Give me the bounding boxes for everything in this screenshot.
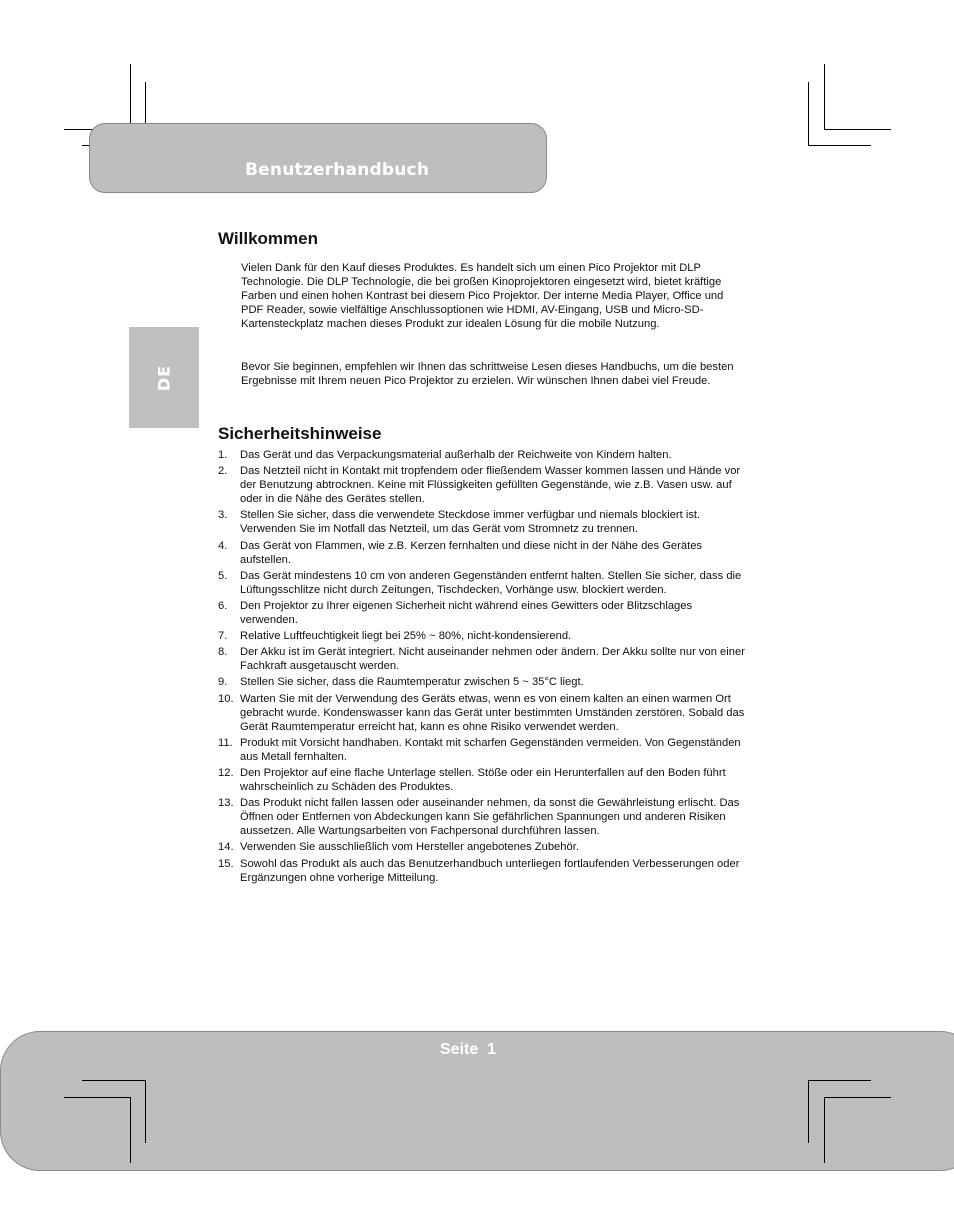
list-item-text: Stellen Sie sicher, dass die verwendete Steckdose immer verfügbar und niemals blockiert ist. Verwenden Sie im Notfall das Netzteil, um das Gerät vom Stromnetz zu trennen. [240, 509, 701, 536]
crop-mark [808, 1080, 809, 1143]
crop-mark [808, 82, 809, 145]
language-tab [129, 327, 199, 428]
list-item-number: 9. [218, 676, 228, 689]
crop-mark [130, 1097, 131, 1163]
list-item-text: Sowohl das Produkt als auch das Benutzerhandbuch unterliegen fortlaufenden Verbesserungen oder Ergänzungen ohne vorherige Mitteilung. [240, 857, 740, 884]
list-item-text: Das Gerät und das Verpackungsmaterial außerhalb der Reichweite von Kindern halten. [240, 449, 672, 461]
crop-mark [808, 1080, 871, 1081]
safety-heading: Sicherheitshinweise [218, 424, 382, 443]
list-item [218, 448, 748, 462]
list-item [218, 569, 748, 597]
crop-mark [145, 1080, 146, 1143]
list-item-text: Das Produkt nicht fallen lassen oder auseinander nehmen, da sonst die Gewährleistung erlischt. Das Öffnen oder Entfernen von Abdeckungen kann Sie gefährlichen Spannungen und anderen Risiken aussetzen. Alle Wartungsarbeiten von Fachpersonal durchführen lassen. [240, 797, 740, 838]
crop-mark [64, 1097, 130, 1098]
language-label: DE [154, 364, 174, 391]
list-item-number: 3. [218, 509, 228, 522]
list-item-number: 8. [218, 646, 228, 659]
list-item-number: 10. [218, 692, 234, 705]
list-item-text: Warten Sie mit der Verwendung des Geräts etwas, wenn es von einem kalten an einen warmen Ort gebracht wurde. Kondenswasser kann das Gerät unter bestimmten Umständen zerstören. Sobald das Gerät Raumtemperatur erreicht hat, kann es ohne Risiko verwendet werden. [240, 692, 745, 733]
list-item-number: 4. [218, 539, 228, 552]
crop-mark [82, 1080, 145, 1081]
list-item [218, 599, 748, 627]
welcome-paragraph-1: Vielen Dank für den Kauf dieses Produktes. Es handelt sich um einen Pico Projektor mit DLP Technologie. Die DLP Technologie, die bei großen Kinoprojektoren eingesetzt wird, bietet kräftige Farben und einen hohen Kontrast bei diesem Pico Projektor. Der interne Media Player, Office und PDF Reader, sowie vielfältige Anschlussoptionen wie HDMI, AV-Eingang, USB und Micro-SD-Kartensteckplatz machen dieses Produkt zur idealen Lösung für die mobile Nutzung. [241, 262, 724, 331]
list-item-text: Das Gerät von Flammen, wie z.B. Kerzen fernhalten und diese nicht in der Nähe des Gerätes aufstellen. [240, 539, 703, 566]
crop-mark [808, 145, 871, 146]
list-item [218, 736, 748, 764]
crop-mark [824, 64, 825, 130]
list-item [218, 766, 748, 794]
page-number: Seite 1 [440, 1041, 497, 1058]
list-item [218, 539, 748, 567]
list-item [218, 840, 748, 854]
list-item [218, 857, 748, 885]
list-item [218, 645, 748, 673]
list-item-text: Der Akku ist im Gerät integriert. Nicht auseinander nehmen oder ändern. Der Akku sollte nur von einer Fachkraft ausgetauscht werden. [240, 646, 745, 673]
welcome-paragraph-2: Bevor Sie beginnen, empfehlen wir Ihnen das schrittweise Lesen dieses Handbuchs, um die besten Ergebnisse mit Ihrem neuen Pico Projektor zu erzielen. Wir wünschen Ihnen dabei viel Freude. [241, 361, 734, 388]
list-item-text: Das Netzteil nicht in Kontakt mit tropfendem oder fließendem Wasser kommen lassen und Hände vor der Benutzung abtrocknen. Keine mit Flüssigkeiten gefüllten Gegenstände, wie z.B. Vasen usw. auf oder in die Nähe des Gerätes stellen. [240, 465, 741, 506]
list-item-text: Produkt mit Vorsicht handhaben. Kontakt mit scharfen Gegenständen vermeiden. Von Gegenständen aus Metall fernhalten. [240, 736, 741, 763]
crop-mark [824, 1097, 891, 1098]
list-item-text: Den Projektor zu Ihrer eigenen Sicherheit nicht während eines Gewitters oder Blitzschlages verwenden. [240, 599, 693, 627]
page-header-title: Benutzerhandbuch [245, 160, 430, 180]
list-item-text: Den Projektor auf eine flache Unterlage stellen. Stöße oder ein Herunterfallen auf den Boden führt wahrscheinlich zu Schäden des Produktes. [240, 766, 726, 794]
crop-mark [824, 1097, 825, 1163]
list-item-text: Das Gerät mindestens 10 cm von anderen Gegenständen entfernt halten. Stellen Sie sicher, dass die Lüftungsschlitze nicht durch Zeitungen, Tischdecken, Vorhänge usw. blockiert werden. [240, 569, 742, 596]
list-item-text: Relative Luftfeuchtigkeit liegt bei 25% ~ 80%, nicht-kondensierend. [240, 630, 572, 643]
welcome-heading: Willkommen [218, 229, 318, 248]
header-banner [89, 123, 547, 193]
list-item-number: 13. [218, 797, 234, 810]
list-item-text: Stellen Sie sicher, dass die Raumtemperatur zwischen 5 ~ 35°C liegt. [240, 676, 584, 689]
list-item [218, 629, 748, 643]
list-item-number: 15. [218, 857, 234, 870]
crop-mark [130, 64, 131, 130]
list-item-number: 12. [218, 766, 234, 779]
list-item-number: 7. [218, 630, 228, 643]
list-item-number: 6. [218, 599, 228, 612]
list-item [218, 692, 748, 734]
list-item-text: Verwenden Sie ausschließlich vom Hersteller angebotenes Zubehör. [240, 841, 579, 854]
list-item-number: 1. [218, 449, 228, 461]
list-item-number: 11. [218, 736, 233, 749]
list-item [218, 464, 748, 506]
list-item [218, 675, 748, 689]
crop-mark [824, 129, 891, 130]
list-item [218, 796, 748, 838]
list-item-number: 14. [218, 841, 234, 854]
list-item-number: 5. [218, 569, 228, 582]
safety-list [218, 448, 748, 887]
list-item-number: 2. [218, 465, 228, 478]
list-item [218, 508, 748, 536]
